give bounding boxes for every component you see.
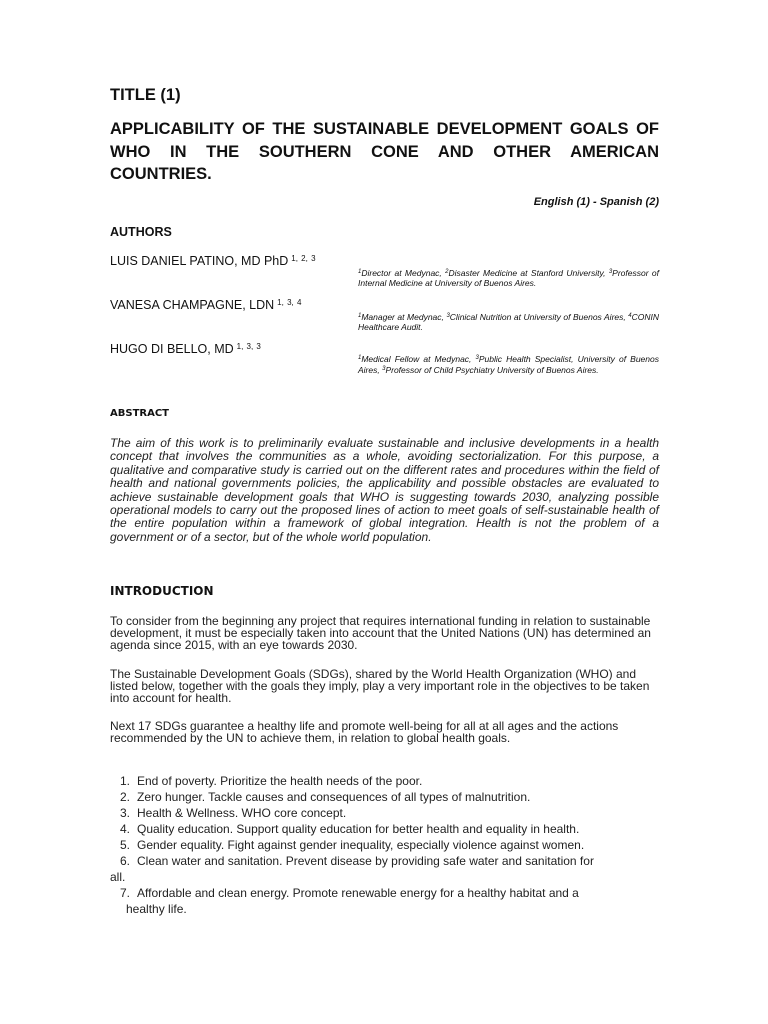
title-number: TITLE (1) [110, 86, 181, 104]
sdg-list [110, 773, 650, 917]
author-affiliation-marks: 1, 3, 4 [277, 298, 302, 307]
intro-paragraph: Next 17 SDGs guarantee a healthy life and promote well-being for all at all ages and the actions recommended by the UN to achieve them, in relation to global health goals. [110, 719, 619, 746]
author-affiliation-marks: 1, 2, 3 [291, 254, 316, 263]
intro-paragraph: To consider from the beginning any project that requires international funding in relation to sustainable development, it must be especially taken into account that the United Nations (UN) has determined an agenda since 2015, with an eye towards 2030. [110, 614, 651, 653]
list-item: 3. Health & Wellness. WHO core concept. [119, 806, 347, 820]
author-affiliation: $^1$Director at Medynac, $^2$Disaster Medicine at Stanford University, $^3$Professor of Internal Medicine at University of Buenos Aires. [358, 268, 660, 288]
author-affiliation: $^1$Manager at Medynac, $^3$Clinical Nutrition at University of Buenos Aires, $^4$CONIN Healthcare Audit. [358, 312, 660, 332]
list-item: 2. Zero hunger. Tackle causes and consequences of all types of malnutrition. [119, 790, 531, 804]
author-name: VANESA CHAMPAGNE, LDN $^{1, 3, 4}$ [110, 298, 302, 312]
authors-heading: AUTHORS [110, 225, 172, 239]
abstract-heading: ABSTRACT [110, 408, 169, 419]
author-name: HUGO DI BELLO, MD $^{1, 3, 3}$ [110, 342, 261, 356]
abstract-text: The aim of this work is to preliminarily evaluate sustainable and inclusive developments in a health concept that involves the communities as a whole, avoiding sectorialization. For this purpose, a qualitative and comparative study is carried out on the different rates and procedures within the field of health and national governments policies, the applicability and possible obstacles are evaluated to achieve sustainable development goals that WHO is suggesting towards 2030, analyzing possible operational models to carry out the proposed lines of action to meet goals of self-sustainable health of the entire population within a framework of global integration. Health is not the problem of a government or of a sector, but of the whole world population. [110, 436, 659, 544]
list-item: 1. End of poverty. Prioritize the health needs of the poor. [119, 774, 423, 788]
language-note: English (1) - Spanish (2) [533, 196, 659, 208]
paper-title: APPLICABILITY OF THE SUSTAINABLE DEVELOPMENT GOALS OF WHO IN THE SOUTHERN CONE AND OTHER AMERICAN COUNTRIES. [110, 120, 659, 183]
author-affiliation-marks: 1, 3, 3 [236, 342, 261, 351]
author-name: LUIS DANIEL PATINO, MD PhD $^{1, 2, 3}$ [110, 254, 316, 268]
list-item: 7. Affordable and clean energy. Promote renewable energy for a healthy habitat and a healthy life. [119, 886, 579, 916]
intro-paragraph: The Sustainable Development Goals (SDGs), shared by the World Health Organization (WHO) and listed below, together with the goals they imply, play a very important role in the objectives to be taken into account for health. [110, 667, 650, 706]
list-item: 6. Clean water and sanitation. Prevent disease by providing safe water and sanitation for all. [110, 854, 594, 884]
introduction-heading: INTRODUCTION [110, 584, 214, 598]
author-affiliation: $^1$Medical Fellow at Medynac, $^3$Public Health Specialist, University of Buenos Aires, $^3$Professor of Child Psychiatry University of Buenos Aires. [358, 354, 659, 375]
list-item: 4. Quality education. Support quality education for better health and equality in health. [119, 822, 580, 836]
list-item: 5. Gender equality. Fight against gender inequality, especially violence against women. [119, 838, 585, 852]
